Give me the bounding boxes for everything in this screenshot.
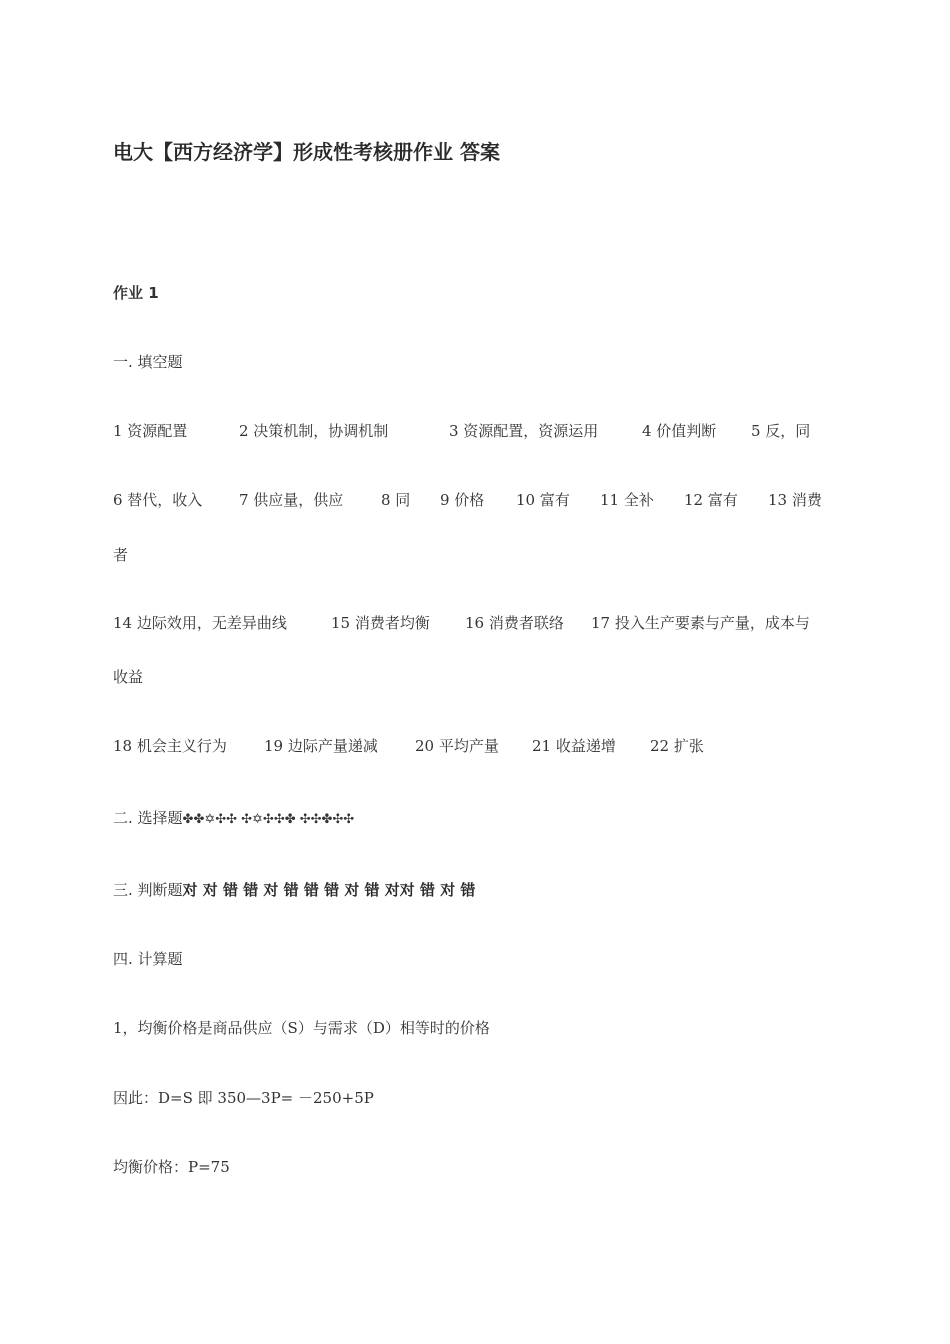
answer-item: 12 富有 xyxy=(684,491,738,509)
answer-item: 2 决策机制，协调机制 xyxy=(239,422,389,440)
answer-item: 5 反，同 xyxy=(751,422,811,440)
answer-item: 17 投入生产要素与产量，成本与 xyxy=(591,614,810,632)
homework-heading: 作业 1 xyxy=(113,284,159,302)
true-false-line xyxy=(113,880,475,900)
fill-in-row-2-continuation: 者 xyxy=(113,546,129,564)
answer-item: 11 全补 xyxy=(600,491,654,509)
fill-in-row-4 xyxy=(113,736,704,756)
answer-item: 3 资源配置，资源运用 xyxy=(449,422,599,440)
answer-item: 10 富有 xyxy=(516,491,570,509)
answer-item: 14 边际效用，无差异曲线 xyxy=(113,614,287,632)
answer-item: 4 价值判断 xyxy=(642,422,717,440)
answer-item: 13 消费 xyxy=(768,491,822,509)
answer-item: 15 消费者均衡 xyxy=(331,614,430,632)
document-title: 电大【西方经济学】形成性考核册作业 答案 xyxy=(113,140,500,164)
answer-item: 19 边际产量递减 xyxy=(264,737,378,755)
calculation-line-1: 1，均衡价格是商品供应（S）与需求（D）相等时的价格 xyxy=(113,1019,490,1037)
fill-in-row-3 xyxy=(113,613,810,633)
multiple-choice-heading: 二. 选择题 xyxy=(113,809,183,827)
fill-in-heading: 一. 填空题 xyxy=(113,353,183,371)
multiple-choice-answers: ✤✤✡✣✣ ✣✡✣✣✤ ✣✣✤✣✣ xyxy=(182,812,355,827)
fill-in-row-2 xyxy=(113,490,822,510)
answer-item: 16 消费者联络 xyxy=(465,614,564,632)
true-false-heading: 三. 判断题 xyxy=(113,881,183,899)
calculation-heading: 四. 计算题 xyxy=(113,950,183,968)
answer-item: 20 平均产量 xyxy=(415,737,499,755)
answer-item: 7 供应量，供应 xyxy=(239,491,344,509)
answer-item: 8 同 xyxy=(381,491,411,509)
answer-item: 6 替代，收入 xyxy=(113,491,203,509)
calculation-line-2: 因此：D=S 即 350—3P= －250+5P xyxy=(113,1089,374,1107)
answer-item: 1 资源配置 xyxy=(113,422,188,440)
true-false-answers: 对 对 错 错 对 错 错 错 对 错 对对 错 对 错 xyxy=(182,881,476,899)
answer-item: 21 收益递增 xyxy=(532,737,616,755)
answer-item: 9 价格 xyxy=(440,491,485,509)
answer-item: 18 机会主义行为 xyxy=(113,737,227,755)
calculation-line-3: 均衡价格：P=75 xyxy=(113,1158,230,1176)
fill-in-row-1 xyxy=(113,421,810,441)
multiple-choice-line xyxy=(113,808,354,830)
fill-in-row-3-continuation: 收益 xyxy=(113,668,144,686)
answer-item: 22 扩张 xyxy=(650,737,704,755)
